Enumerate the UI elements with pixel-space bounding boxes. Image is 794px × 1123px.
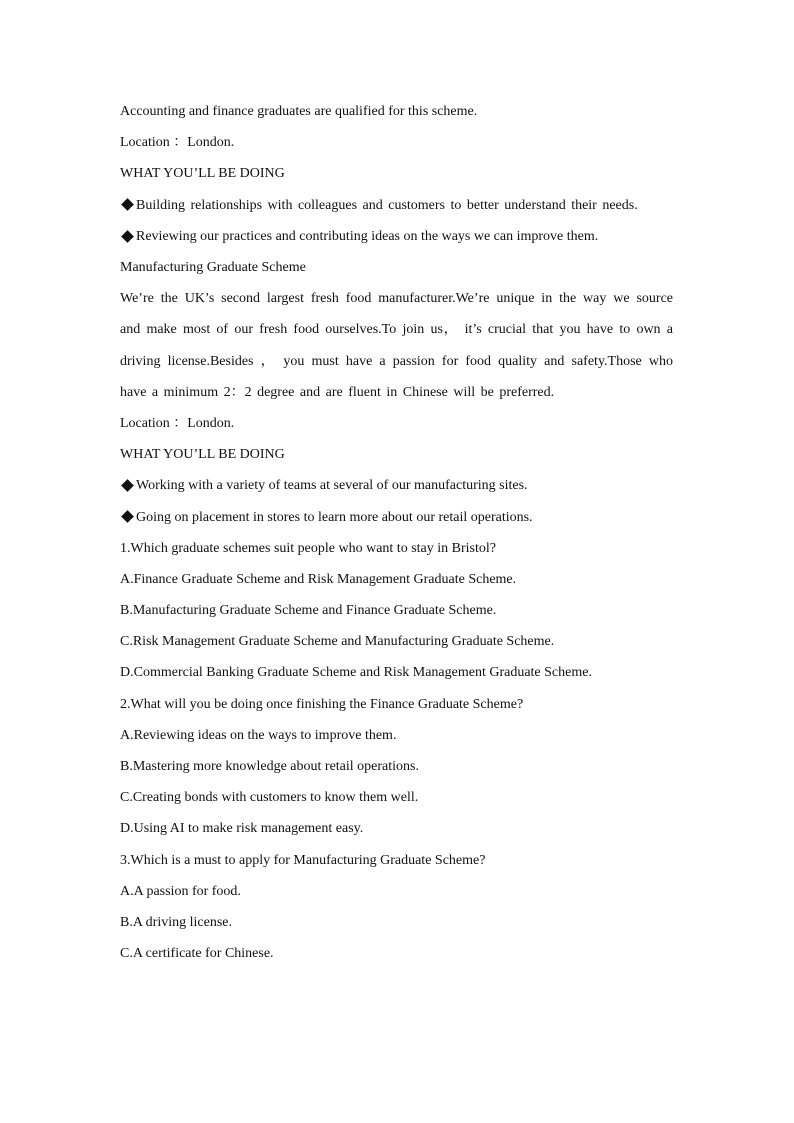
question-2-option-a: A.Reviewing ideas on the ways to improve them. — [120, 727, 397, 743]
question-3-option-a: A.A passion for food. — [120, 883, 241, 899]
question-1-option-b: B.Manufacturing Graduate Scheme and Finance Graduate Scheme. — [120, 603, 497, 619]
manufacturing-bullet-1: Working with a variety of teams at several of our manufacturing sites. — [120, 470, 673, 501]
diamond-bullet-icon — [121, 198, 134, 211]
diamond-bullet-icon — [121, 230, 134, 243]
finance-bullet-2: Reviewing our practices and contributing ideas on the ways we can improve them. — [120, 221, 673, 252]
finance-qualification: Accounting and finance graduates are qualified for this scheme. — [120, 104, 478, 119]
question-2-option-d: D.Using AI to make risk management easy. — [120, 821, 364, 837]
finance-bullet-1: Building relationships with colleagues and customers to better understand their needs. — [120, 190, 673, 221]
manufacturing-description: We’re the UK’s second largest fresh food manufacturer.We’re unique in the way we source and make most of our fresh food ourselves.To join us， it’s crucial that you have to own a driving license.Besides ， you must have a passion for food quality and safety.Those who have a minimum 2：2 degree and are fluent in Chinese will be preferred. — [120, 291, 673, 400]
question-2-stem: 2.What will you be doing once finishing the Finance Graduate Scheme? — [120, 696, 524, 712]
question-1-stem: 1.Which graduate schemes suit people who want to stay in Bristol? — [120, 540, 496, 556]
document-page — [120, 96, 673, 969]
finance-doing-heading: WHAT YOU’LL BE DOING — [120, 166, 285, 182]
manufacturing-bullet-2: Going on placement in stores to learn more about our retail operations. — [120, 502, 673, 533]
diamond-bullet-icon — [121, 510, 134, 523]
question-1-option-a: A.Finance Graduate Scheme and Risk Management Graduate Scheme. — [120, 571, 517, 587]
manufacturing-location: Location ：London. — [120, 415, 235, 431]
finance-location: Location ：London. — [120, 135, 235, 151]
manufacturing-doing-heading: WHAT YOU’LL BE DOING — [120, 447, 285, 463]
manufacturing-title: Manufacturing Graduate Scheme — [120, 259, 306, 275]
question-1-option-d: D.Commercial Banking Graduate Scheme and Risk Management Graduate Scheme. — [120, 665, 592, 681]
diamond-bullet-icon — [121, 479, 134, 492]
question-3-option-c: C.A certificate for Chinese. — [120, 946, 274, 962]
question-3-option-b: B.A driving license. — [120, 914, 232, 930]
question-3-stem: 3.Which is a must to apply for Manufacturing Graduate Scheme? — [120, 852, 486, 868]
question-1-option-c: C.Risk Management Graduate Scheme and Manufacturing Graduate Scheme. — [120, 634, 555, 650]
question-2-option-b: B.Mastering more knowledge about retail operations. — [120, 759, 419, 775]
question-2-option-c: C.Creating bonds with customers to know them well. — [120, 790, 419, 806]
